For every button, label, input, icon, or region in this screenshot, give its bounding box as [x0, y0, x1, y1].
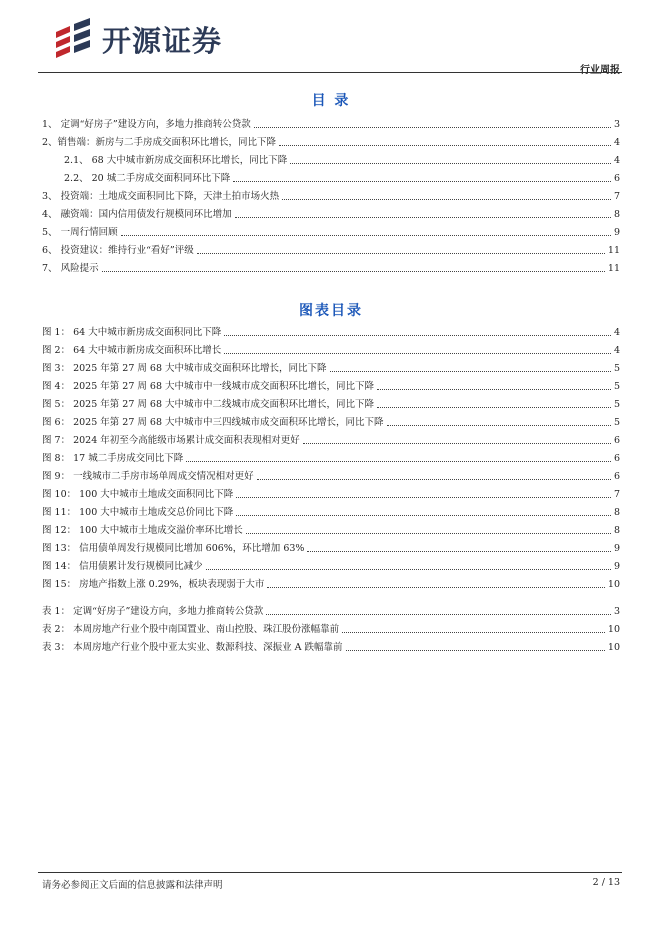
dot-leader — [246, 532, 611, 534]
figure-entry-page: 4 — [613, 345, 620, 356]
figure-entry-label: 图 3： 2025 年第 27 周 68 大中城市成交面积环比增长，同比下降 — [42, 363, 327, 374]
figure-entry-label: 图 14： 信用债累计发行规模同比减少 — [42, 561, 203, 572]
figure-entry[interactable] — [42, 411, 620, 429]
figure-entry-label: 图 12： 100 大中城市土地成交溢价率环比增长 — [42, 525, 243, 536]
dot-leader — [235, 216, 611, 218]
figure-entry-label: 图 7： 2024 年初至今高能级市场累计成交面积表现相对更好 — [42, 435, 300, 446]
figure-entry-label: 图 15： 房地产指数上涨 0.29%，板块表现弱于大市 — [42, 579, 265, 590]
table-entry-page: 10 — [607, 624, 620, 635]
logo-mark-icon — [52, 18, 94, 60]
dot-leader — [224, 334, 611, 336]
dot-leader — [236, 514, 611, 516]
header-divider — [38, 72, 622, 73]
dot-leader — [377, 388, 611, 390]
company-logo — [52, 16, 222, 62]
figure-entry-page: 4 — [613, 327, 620, 338]
figure-entry-label: 图 9： 一线城市二手房市场单周成交情况相对更好 — [42, 471, 254, 482]
toc-entry-page: 9 — [613, 227, 620, 238]
toc-entry[interactable] — [42, 185, 620, 203]
figure-entry-page: 6 — [613, 435, 620, 446]
dot-leader — [266, 613, 611, 615]
toc-entry-label: 2、销售端：新房与二手房成交面积环比增长，同比下降 — [42, 137, 277, 148]
tables-list — [42, 600, 620, 654]
dot-leader — [346, 649, 605, 651]
table-entry[interactable] — [42, 618, 620, 636]
toc-entry-label: 5、 一周行情回顾 — [42, 227, 118, 238]
page-number: 2 / 13 — [592, 877, 620, 888]
figure-entry-label: 图 13： 信用债单周发行规模同比增加 606%，环比增加 63% — [42, 543, 305, 554]
toc-entry[interactable] — [42, 113, 620, 131]
figure-entry-label: 图 8： 17 城二手房成交同比下降 — [42, 453, 184, 464]
dot-leader — [197, 252, 605, 254]
toc-entry[interactable] — [42, 239, 620, 257]
figures-list — [42, 321, 620, 591]
dot-leader — [236, 496, 611, 498]
figure-entry[interactable] — [42, 375, 620, 393]
figure-entry-page: 8 — [613, 507, 620, 518]
figure-entry-page: 6 — [613, 471, 620, 482]
dot-leader — [267, 586, 605, 588]
figure-entry-label: 图 6： 2025 年第 27 周 68 大中城市中三四线城市成交面积环比增长，同比下降 — [42, 417, 384, 428]
toc-entry-page: 6 — [613, 173, 620, 184]
figure-entry-page: 5 — [613, 381, 620, 392]
toc-entry-page: 3 — [613, 119, 620, 130]
figure-entry[interactable] — [42, 483, 620, 501]
figure-entry[interactable] — [42, 537, 620, 555]
toc-entry-label: 7、 风险提示 — [42, 263, 99, 274]
figure-entry-label: 图 11： 100 大中城市土地成交总价同比下降 — [42, 507, 234, 518]
toc-entry[interactable] — [42, 149, 620, 167]
dot-leader — [303, 442, 611, 444]
figure-entry[interactable] — [42, 465, 620, 483]
toc-entry-page: 8 — [613, 209, 620, 220]
toc-entry-page: 4 — [613, 155, 620, 166]
figure-entry[interactable] — [42, 321, 620, 339]
dot-leader — [279, 144, 611, 146]
table-entry[interactable] — [42, 636, 620, 654]
figure-entry[interactable] — [42, 429, 620, 447]
figure-entry[interactable] — [42, 357, 620, 375]
figure-entry-page: 9 — [613, 561, 620, 572]
figure-entry-label: 图 5： 2025 年第 27 周 68 大中城市中二线城市成交面积环比增长，同比下降 — [42, 399, 375, 410]
figure-entry-page: 10 — [607, 579, 620, 590]
toc-entry-page: 7 — [613, 191, 620, 202]
document-type: 行业周报 — [580, 65, 620, 76]
figure-entry[interactable] — [42, 555, 620, 573]
figure-entry[interactable] — [42, 573, 620, 591]
table-entry-page: 10 — [607, 642, 620, 653]
dot-leader — [224, 352, 611, 354]
table-entry-label: 表 3： 本周房地产行业个股中亚太实业、数源科技、深振业 A 跌幅靠前 — [42, 642, 343, 653]
dot-leader — [254, 126, 611, 128]
dot-leader — [121, 234, 611, 236]
dot-leader — [257, 478, 611, 480]
toc-entry-label: 6、 投资建议：维持行业“看好”评级 — [42, 245, 194, 256]
figure-entry[interactable] — [42, 519, 620, 537]
dot-leader — [290, 162, 611, 164]
figures-title: 图表目录 — [299, 303, 363, 319]
figure-entry-page: 8 — [613, 525, 620, 536]
dot-leader — [377, 406, 611, 408]
figure-entry-label: 图 10： 100 大中城市土地成交面积同比下降 — [42, 489, 234, 500]
dot-leader — [102, 270, 605, 272]
figure-entry-label: 图 2： 64 大中城市新房成交面积环比增长 — [42, 345, 222, 356]
figure-entry-label: 图 4： 2025 年第 27 周 68 大中城市中一线城市成交面积环比增长，同比下降 — [42, 381, 375, 392]
dot-leader — [330, 370, 611, 372]
table-entry-label: 表 2： 本周房地产行业个股中南国置业、南山控股、珠江股份涨幅靠前 — [42, 624, 340, 635]
toc-title: 目 录 — [311, 93, 351, 109]
company-name: 开源证券 — [102, 23, 223, 58]
figure-entry[interactable] — [42, 339, 620, 357]
toc-entry-page: 11 — [607, 245, 620, 256]
figure-entry-page: 6 — [613, 453, 620, 464]
dot-leader — [186, 460, 611, 462]
figure-entry[interactable] — [42, 501, 620, 519]
figure-entry[interactable] — [42, 393, 620, 411]
toc-entry[interactable] — [42, 221, 620, 239]
toc-list — [42, 113, 620, 275]
figure-entry-label: 图 1： 64 大中城市新房成交面积同比下降 — [42, 327, 222, 338]
table-entry-label: 表 1： 定调“好房子”建设方向，多地力推商转公贷款 — [42, 606, 264, 617]
figure-entry-page: 5 — [613, 417, 620, 428]
toc-entry[interactable] — [42, 257, 620, 275]
table-entry-page: 3 — [613, 606, 620, 617]
toc-entry-page: 11 — [607, 263, 620, 274]
toc-entry-label: 2.1、 68 大中城市新房成交面积环比增长，同比下降 — [64, 155, 288, 166]
figure-entry-page: 9 — [613, 543, 620, 554]
footer-divider — [38, 872, 622, 873]
figure-entry-page: 5 — [613, 363, 620, 374]
toc-entry-label: 1、 定调“好房子”建设方向，多地力推商转公贷款 — [42, 119, 251, 130]
dot-leader — [206, 568, 611, 570]
figure-entry-page: 5 — [613, 399, 620, 410]
dot-leader — [282, 198, 611, 200]
toc-entry-label: 4、 融资端：国内信用债发行规模同环比增加 — [42, 209, 232, 220]
toc-entry-page: 4 — [613, 137, 620, 148]
toc-entry[interactable] — [42, 167, 620, 185]
figure-entry-page: 7 — [613, 489, 620, 500]
dot-leader — [233, 180, 611, 182]
figure-entry[interactable] — [42, 447, 620, 465]
dot-leader — [387, 424, 611, 426]
toc-entry-label: 2.2、 20 城二手房成交面积同环比下降 — [64, 173, 231, 184]
dot-leader — [307, 550, 611, 552]
toc-entry[interactable] — [42, 131, 620, 149]
toc-entry-label: 3、 投资端：土地成交面积同比下降，天津土拍市场火热 — [42, 191, 280, 202]
table-entry[interactable] — [42, 600, 620, 618]
toc-entry[interactable] — [42, 203, 620, 221]
footer-disclaimer: 请务必参阅正文后面的信息披露和法律声明 — [42, 880, 223, 891]
dot-leader — [342, 631, 605, 633]
